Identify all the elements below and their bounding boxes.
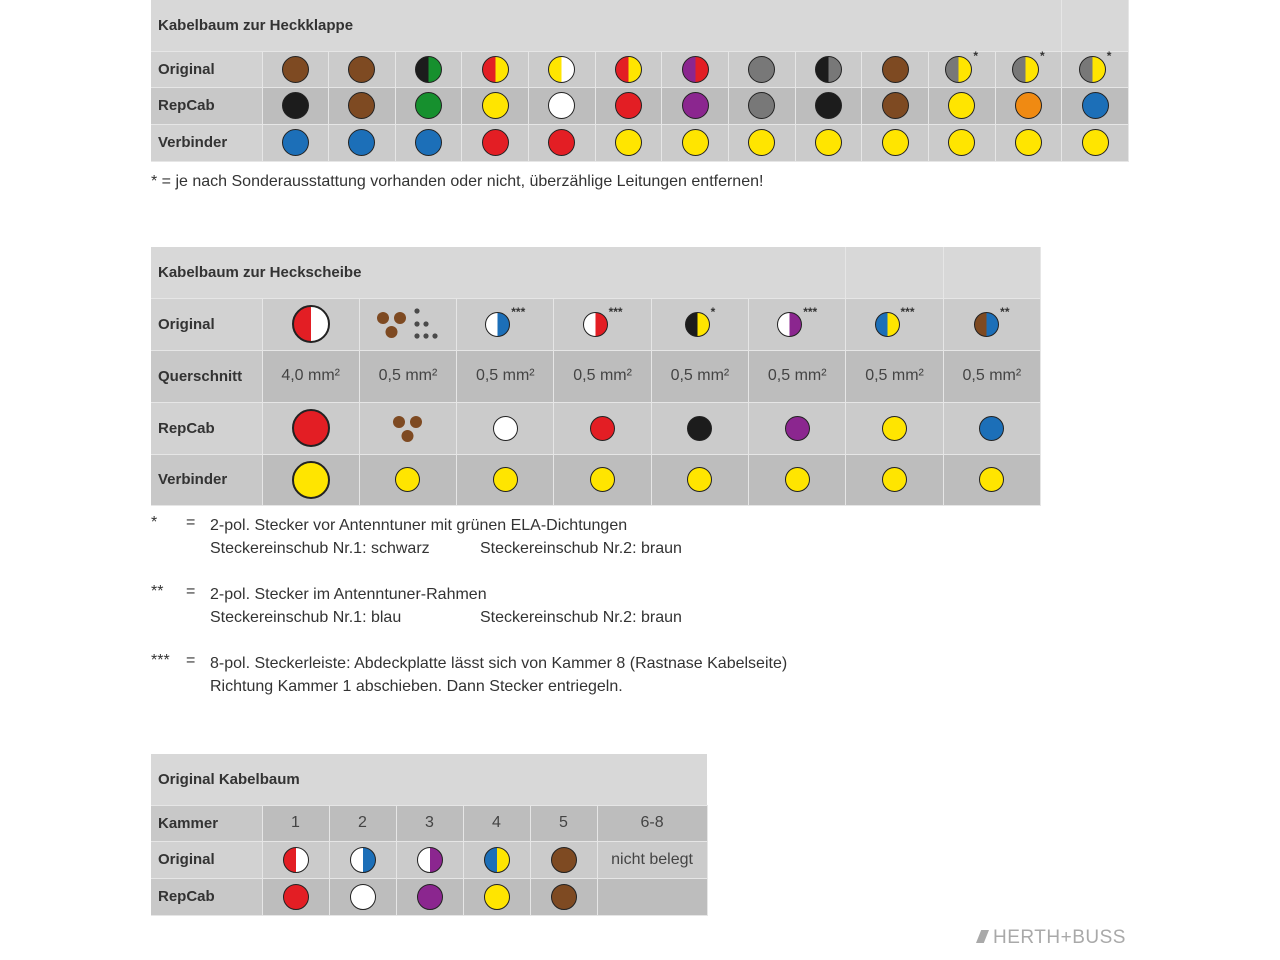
row-original	[151, 51, 1129, 87]
color-cell	[530, 841, 597, 878]
color-cell	[943, 454, 1040, 505]
color-cell	[928, 87, 995, 124]
row-kammer	[151, 805, 707, 841]
color-cell	[862, 51, 929, 87]
color-cell	[1062, 124, 1129, 161]
color-cell	[529, 87, 596, 124]
wire-color-icon	[785, 467, 810, 492]
color-cell	[262, 878, 329, 915]
chamber-number: 1	[262, 805, 329, 841]
color-cell	[846, 298, 943, 350]
color-cell	[662, 124, 729, 161]
footnote-marker: *	[973, 48, 979, 63]
color-cell	[749, 402, 846, 454]
connector-pins-icon	[412, 307, 440, 341]
cross-section-value: 0,5 mm²	[943, 350, 1040, 402]
wire-color-icon	[283, 884, 309, 910]
wire-color-icon	[1015, 92, 1042, 119]
wire-color-icon	[687, 467, 712, 492]
cross-section-value: 0,5 mm²	[749, 350, 846, 402]
note-line: Steckereinschub Nr.1: schwarz	[210, 540, 430, 557]
row-label: Original	[151, 298, 262, 350]
color-cell	[329, 841, 396, 878]
table-title: Kabelbaum zur Heckklappe	[151, 0, 995, 51]
wire-color-icon	[882, 92, 909, 119]
wire-color-icon	[1015, 129, 1042, 156]
color-cell	[662, 51, 729, 87]
row-verbinder	[151, 124, 1129, 161]
chamber-number: 3	[396, 805, 463, 841]
row-original	[151, 841, 707, 878]
color-cell	[529, 51, 596, 87]
note-line: 8-pol. Steckerleiste: Abdeckplatte lässt sich von Kammer 8 (Rastnase Kabelseite)	[210, 655, 788, 672]
wire-color-icon	[548, 56, 575, 83]
table-title: Original Kabelbaum	[151, 754, 707, 805]
wire-color-icon	[979, 416, 1004, 441]
color-cell	[728, 124, 795, 161]
wire-bundle-icon	[392, 413, 424, 443]
color-cell	[995, 48, 1062, 87]
color-cell	[846, 402, 943, 454]
wire-color-icon	[482, 56, 509, 83]
color-cell	[795, 124, 862, 161]
wire-color-icon	[551, 884, 577, 910]
cross-section-value: 0,5 mm²	[554, 350, 651, 402]
wire-color-icon	[493, 467, 518, 492]
note-line: 2-pol. Stecker vor Antenntuner mit grünen ELA-Dichtungen	[210, 517, 628, 534]
color-cell	[396, 841, 463, 878]
wire-color-icon	[685, 312, 710, 337]
wire-color-icon	[583, 312, 608, 337]
wire-color-icon	[292, 409, 330, 447]
wire-color-icon	[417, 884, 443, 910]
color-cell	[595, 124, 662, 161]
row-label: Original	[151, 841, 262, 878]
wire-color-icon	[282, 129, 309, 156]
color-cell	[395, 87, 462, 124]
color-cell	[749, 454, 846, 505]
color-cell	[795, 87, 862, 124]
note-line: 2-pol. Stecker im Antenntuner-Rahmen	[210, 586, 487, 603]
cross-section-value: 0,5 mm²	[846, 350, 943, 402]
color-cell	[595, 51, 662, 87]
wire-color-icon	[1012, 56, 1039, 83]
wire-color-icon	[348, 129, 375, 156]
color-cell	[928, 48, 995, 87]
color-cell	[395, 51, 462, 87]
row-label: Verbinder	[151, 124, 262, 161]
table-title: Kabelbaum zur Heckscheibe	[151, 247, 749, 298]
color-cell	[329, 124, 396, 161]
color-cell	[995, 124, 1062, 161]
color-cell	[846, 454, 943, 505]
wire-color-icon	[1082, 92, 1109, 119]
wire-color-icon	[292, 461, 330, 499]
color-cell	[662, 87, 729, 124]
color-cell	[359, 298, 456, 350]
row-label: Original	[151, 51, 262, 87]
wire-color-icon	[948, 92, 975, 119]
wire-color-icon	[748, 56, 775, 83]
wire-color-icon	[484, 884, 510, 910]
wire-color-icon	[1082, 129, 1109, 156]
color-cell	[462, 51, 529, 87]
cross-section-value: 4,0 mm²	[262, 350, 359, 402]
note-mark: **	[151, 583, 164, 600]
footnote-marker: ***	[608, 304, 623, 319]
wire-color-icon	[875, 312, 900, 337]
wire-color-icon	[348, 56, 375, 83]
row-original	[151, 298, 1041, 350]
color-cell	[329, 87, 396, 124]
cross-section-value: 0,5 mm²	[359, 350, 456, 402]
wire-color-icon	[815, 56, 842, 83]
wire-color-icon	[482, 129, 509, 156]
color-cell	[530, 878, 597, 915]
note-eq: =	[186, 583, 196, 600]
wire-color-icon	[882, 467, 907, 492]
color-cell	[595, 87, 662, 124]
note-eq: =	[186, 652, 196, 669]
color-cell	[462, 87, 529, 124]
color-cell	[262, 841, 329, 878]
color-cell	[862, 124, 929, 161]
wire-color-icon	[615, 92, 642, 119]
row-label: Verbinder	[151, 454, 262, 505]
wire-color-icon	[687, 416, 712, 441]
row-querschnitt	[151, 350, 1041, 402]
wire-color-icon	[974, 312, 999, 337]
wire-color-icon	[682, 129, 709, 156]
color-cell	[795, 51, 862, 87]
color-cell	[554, 298, 651, 350]
cross-section-value: 0,5 mm²	[457, 350, 554, 402]
wire-color-icon	[748, 92, 775, 119]
wire-color-icon	[815, 129, 842, 156]
wire-color-icon	[882, 56, 909, 83]
wire-color-icon	[551, 847, 577, 873]
row-repcab	[151, 402, 1041, 454]
color-cell	[1062, 48, 1129, 87]
row-verbinder	[151, 454, 1041, 505]
logo-text: HERTH+BUSS	[993, 927, 1126, 948]
wire-color-icon	[945, 56, 972, 83]
wire-color-icon	[882, 416, 907, 441]
not-assigned-text: nicht belegt	[597, 841, 707, 878]
wire-color-icon	[1079, 56, 1106, 83]
footnote-marker: ***	[511, 304, 526, 319]
chamber-number: 2	[329, 805, 396, 841]
wire-color-icon	[777, 312, 802, 337]
row-label: Querschnitt	[151, 350, 262, 402]
wire-color-icon	[882, 129, 909, 156]
color-cell	[262, 124, 329, 161]
color-cell	[995, 87, 1062, 124]
wire-color-icon	[748, 129, 775, 156]
note-line: Steckereinschub Nr.2: braun	[480, 609, 682, 626]
footnote-marker: *	[1040, 48, 1045, 63]
footnote-marker: *	[1106, 48, 1112, 63]
row-label: RepCab	[151, 878, 262, 915]
note-eq: =	[186, 514, 196, 531]
wire-color-icon	[590, 467, 615, 492]
footnote: * = je nach Sonderausstattung vorhanden oder nicht, überzählige Leitungen entfernen!	[151, 173, 764, 190]
footnote-marker: ***	[803, 304, 818, 319]
color-cell	[329, 878, 396, 915]
color-cell	[359, 402, 456, 454]
color-cell	[359, 454, 456, 505]
table-heckklappe	[151, 0, 1129, 162]
wire-color-icon	[350, 847, 376, 873]
table-original-kabelbaum	[151, 754, 708, 916]
note-line: Richtung Kammer 1 abschieben. Dann Stecker entriegeln.	[210, 678, 623, 695]
wire-color-icon	[484, 847, 510, 873]
wire-color-icon	[615, 129, 642, 156]
wire-color-icon	[548, 129, 575, 156]
color-cell	[943, 402, 1040, 454]
color-cell	[395, 124, 462, 161]
wire-color-icon	[395, 467, 420, 492]
chamber-number: 4	[463, 805, 530, 841]
wire-color-icon	[815, 92, 842, 119]
color-cell	[529, 124, 596, 161]
color-cell	[749, 298, 846, 350]
footnote-marker: **	[1000, 304, 1010, 319]
wire-color-icon	[282, 92, 309, 119]
note-line: Steckereinschub Nr.2: braun	[480, 540, 682, 557]
color-cell	[262, 87, 329, 124]
color-cell	[262, 402, 359, 454]
color-cell	[463, 841, 530, 878]
row-label: RepCab	[151, 87, 262, 124]
table-heckscheibe	[151, 247, 1041, 506]
color-cell	[463, 878, 530, 915]
chamber-number: 6-8	[597, 805, 707, 841]
wire-color-icon	[485, 312, 510, 337]
wire-color-icon	[682, 92, 709, 119]
wire-color-icon	[292, 305, 330, 343]
row-label: Kammer	[151, 805, 262, 841]
color-cell	[457, 298, 554, 350]
wire-color-icon	[682, 56, 709, 83]
wire-color-icon	[615, 56, 642, 83]
chamber-number: 5	[530, 805, 597, 841]
color-cell	[329, 51, 396, 87]
wire-color-icon	[282, 56, 309, 83]
color-cell	[651, 454, 748, 505]
footnote-marker: ***	[900, 304, 915, 319]
color-cell	[396, 878, 463, 915]
wire-color-icon	[348, 92, 375, 119]
logo-mark-icon	[976, 930, 989, 943]
color-cell	[262, 298, 359, 350]
color-cell	[862, 87, 929, 124]
wire-color-icon	[548, 92, 575, 119]
note-mark: *	[151, 514, 158, 531]
wire-color-icon	[785, 416, 810, 441]
wire-color-icon	[493, 416, 518, 441]
wire-color-icon	[417, 847, 443, 873]
color-cell	[728, 87, 795, 124]
wire-bundle-icon	[376, 309, 408, 339]
wire-color-icon	[350, 884, 376, 910]
cross-section-value: 0,5 mm²	[651, 350, 748, 402]
row-label: RepCab	[151, 402, 262, 454]
wire-color-icon	[283, 847, 309, 873]
color-cell	[928, 124, 995, 161]
color-cell	[262, 51, 329, 87]
brand-logo	[976, 927, 1126, 949]
wire-color-icon	[415, 56, 442, 83]
color-cell	[554, 454, 651, 505]
color-cell	[457, 402, 554, 454]
wire-color-icon	[979, 467, 1004, 492]
footnote-marker: *	[710, 304, 716, 319]
color-cell	[651, 402, 748, 454]
color-cell	[1062, 87, 1129, 124]
row-repcab	[151, 878, 707, 915]
row-repcab	[151, 87, 1129, 124]
empty-cell	[597, 878, 707, 915]
color-cell	[943, 298, 1040, 350]
wire-color-icon	[590, 416, 615, 441]
note-line: Steckereinschub Nr.1: blau	[210, 609, 402, 626]
wire-color-icon	[415, 129, 442, 156]
color-cell	[262, 454, 359, 505]
color-cell	[554, 402, 651, 454]
note-mark: ***	[151, 652, 170, 669]
color-cell	[462, 124, 529, 161]
wire-color-icon	[948, 129, 975, 156]
color-cell	[728, 51, 795, 87]
color-cell	[457, 454, 554, 505]
wire-color-icon	[482, 92, 509, 119]
wire-color-icon	[415, 92, 442, 119]
color-cell	[651, 298, 748, 350]
